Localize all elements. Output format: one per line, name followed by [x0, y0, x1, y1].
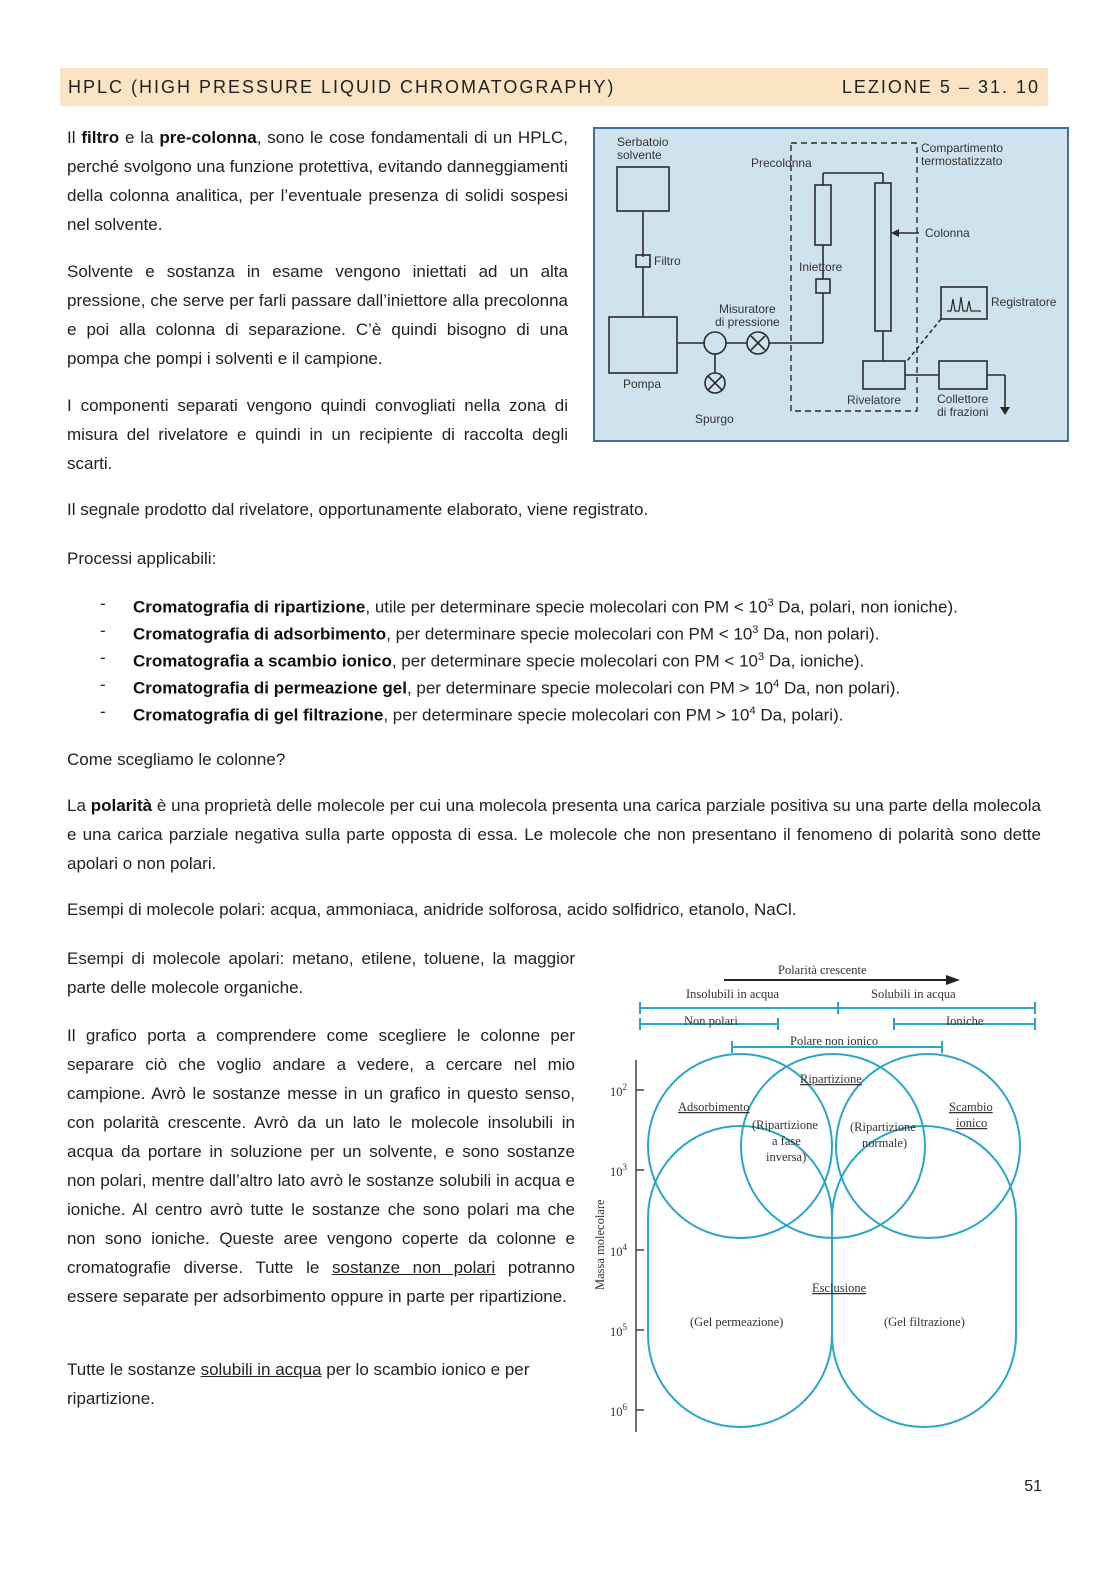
label-polarita-crescente: Polarità crescente — [778, 963, 867, 977]
label-termostatizzato: termostatizzato — [921, 154, 1003, 168]
label-compartimento: Compartimento — [921, 141, 1004, 155]
fraction-collector-box — [939, 361, 987, 389]
polarity-arrow-head — [946, 975, 960, 985]
label-collettore: Collettore — [937, 392, 989, 406]
label-gel-filtrazione: (Gel filtrazione) — [884, 1315, 965, 1329]
label-filtro: Filtro — [654, 254, 681, 268]
label-spurgo: Spurgo — [695, 412, 734, 426]
list-item: - Cromatografia di ripartizione, utile per determinare specie molecolari con PM < $10^3$ Da, polari, non ioniche). — [100, 594, 958, 617]
paragraph-solvente: Solvente e sostanza in esame vengono iniettati ad un alta pressione, che serve per farli passare dall’iniettore alla precolonna e poi alla colonna di separazione. C’è quindi bisogno di una pompa che pompi i solventi e il campione. — [67, 262, 568, 368]
label-colonna: Colonna — [925, 226, 970, 240]
arrow-collector — [1000, 407, 1010, 415]
page-header — [60, 68, 1048, 106]
column-symbol — [875, 183, 891, 331]
pressure-gauge — [704, 332, 726, 354]
paragraph-grafico: Il grafico porta a comprendere come scegliere le colonne per separare ciò che voglio andare a vedere, a cercare nel mio campione. Avrò le sostanze messe in un grafico in questo senso, con polarità crescente. Avrò da un lato le molecole insolubili in acqua da portare in soluzione per un solvente, e sono sostanze non polari, mentre dall’altro lato avrò le sostanze solubili in acqua e ioniche. Al centro avrò tutte le sostanze che sono polari ma che non sono ioniche. Queste aree vengono coperte da colonne e cromatografie diverse. Tutte le sostanze non polari potranno essere separate per adsorbimento oppure in parte per ripartizione. — [67, 1026, 576, 1306]
header-title: HPLC (HIGH PRESSURE LIQUID CHROMATOGRAPHY) — [68, 76, 616, 97]
label-precolonna: Precolonna — [751, 156, 812, 170]
label-gel-permeazione: (Gel permeazione) — [690, 1315, 784, 1329]
ytick-label: $10^4$ — [610, 1242, 627, 1259]
polarity-chart-figure — [590, 950, 1050, 1440]
ytick-label: $10^2$ — [610, 1082, 627, 1099]
label-ripartizione-inversa-2: a fase — [772, 1134, 801, 1148]
paragraph-segnale: Il segnale prodotto dal rivelatore, opportunamente elaborato, viene registrato. — [67, 500, 649, 519]
label-frazioni: di frazioni — [937, 405, 989, 419]
label-pressione: di pressione — [715, 315, 780, 329]
detector-box — [863, 361, 905, 389]
paragraph-domanda: Come scegliamo le colonne? — [67, 750, 286, 769]
paragraph-filtro: Il filtro e la pre-colonna, sono le cose fondamentali di un HPLC, perché svolgono una funzione protettiva, evitando danneggiamenti della colonna analitica, per l’eventuale presenza di solidi sospesi nel solvente. — [67, 128, 568, 234]
label-solubili: Solubili in acqua — [871, 987, 956, 1001]
list-item: - Cromatografia a scambio ionico, per determinare specie molecolari con PM < $10^3$ Da, ioniche). — [100, 648, 865, 671]
paragraph-processi: Processi applicabili: — [67, 549, 217, 568]
ytick-label: $10^3$ — [610, 1162, 627, 1179]
paragraph-esempi-apolari: Esempi di molecole apolari: metano, etilene, toluene, la maggior parte delle molecole organiche. — [67, 949, 575, 997]
label-ripartizione-normale-1: (Ripartizione — [850, 1120, 916, 1134]
label-misuratore: Misuratore — [719, 302, 776, 316]
ytick-label: $10^6$ — [610, 1402, 627, 1419]
label-non-polari: Non polari — [684, 1014, 738, 1028]
label-pompa: Pompa — [623, 377, 662, 391]
label-scambio: Scambio — [949, 1100, 993, 1114]
solvent-reservoir — [617, 167, 669, 211]
label-solvente: solvente — [617, 148, 662, 162]
hplc-schematic-figure — [593, 127, 1069, 442]
label-ioniche: Ioniche — [946, 1014, 984, 1028]
list-item: - Cromatografia di gel filtrazione, per determinare specie molecolari con PM > $10^4$ Da, polari). — [100, 702, 844, 725]
thermostat-compartment — [791, 143, 917, 411]
process-list — [100, 590, 1100, 725]
arrow-colonna — [891, 229, 899, 237]
label-ripartizione-normale-2: normale) — [862, 1136, 908, 1150]
paragraph-solubili: Tutte le sostanze solubili in acqua per lo scambio ionico e per ripartizione. — [67, 1360, 530, 1408]
region-gel-filtrazione — [832, 1126, 1016, 1427]
pump-box — [609, 317, 677, 373]
paragraph-componenti: I componenti separati vengono quindi convogliati nella zona di misura del rivelatore e quindi in un recipiente di raccolta degli scarti. — [67, 396, 568, 473]
header-lesson: LEZIONE 5 – 31. 10 — [841, 76, 1040, 97]
polarity-chart-svg — [590, 950, 1050, 1440]
label-iniettore: Iniettore — [799, 260, 843, 274]
region-gel-permeazione — [648, 1126, 832, 1427]
label-ripartizione: Ripartizione — [800, 1072, 862, 1086]
label-ripartizione-inversa-1: (Ripartizione — [752, 1118, 818, 1132]
label-ripartizione-inversa-3: inversa) — [766, 1150, 807, 1164]
injector-symbol — [816, 279, 830, 293]
label-serbatoio: Serbatoio — [617, 135, 669, 149]
label-esclusione: Esclusione — [812, 1281, 867, 1295]
label-adsorbimento: Adsorbimento — [678, 1100, 750, 1114]
label-insolubili: Insolubili in acqua — [686, 987, 780, 1001]
paragraph-esempi-polari: Esempi di molecole polari: acqua, ammoniaca, anidride solforosa, acido solfidrico, etanolo, NaCl. — [67, 900, 797, 919]
label-ionico: ionico — [956, 1116, 988, 1130]
list-item: - Cromatografia di adsorbimento, per determinare specie molecolari con PM < $10^3$ Da, non polari). — [100, 621, 880, 644]
label-polare-non-ionico: Polare non ionico — [790, 1034, 879, 1048]
label-registratore: Registratore — [991, 295, 1057, 309]
precolumn-symbol — [815, 185, 831, 245]
list-item: - Cromatografia di permeazione gel, per determinare specie molecolari con PM > $10^4$ Da, non polari). — [100, 675, 901, 698]
hplc-schematic-svg — [595, 129, 1067, 440]
ytick-label: $10^5$ — [610, 1322, 627, 1339]
label-rivelatore: Rivelatore — [847, 393, 902, 407]
page-number: 51 — [1024, 1478, 1042, 1495]
paragraph-polarita: La polarità è una proprietà delle molecole per cui una molecola presenta una carica parziale positiva su una parte della molecola e una carica parziale negativa sulla parte opposta di essa. Le molecole che non presentano il fenomeno di polarità sono dette apolari o non polari. — [67, 796, 1041, 873]
recorder-box — [941, 287, 987, 319]
label-massa-molecolare: Massa molecolare — [593, 1199, 607, 1290]
